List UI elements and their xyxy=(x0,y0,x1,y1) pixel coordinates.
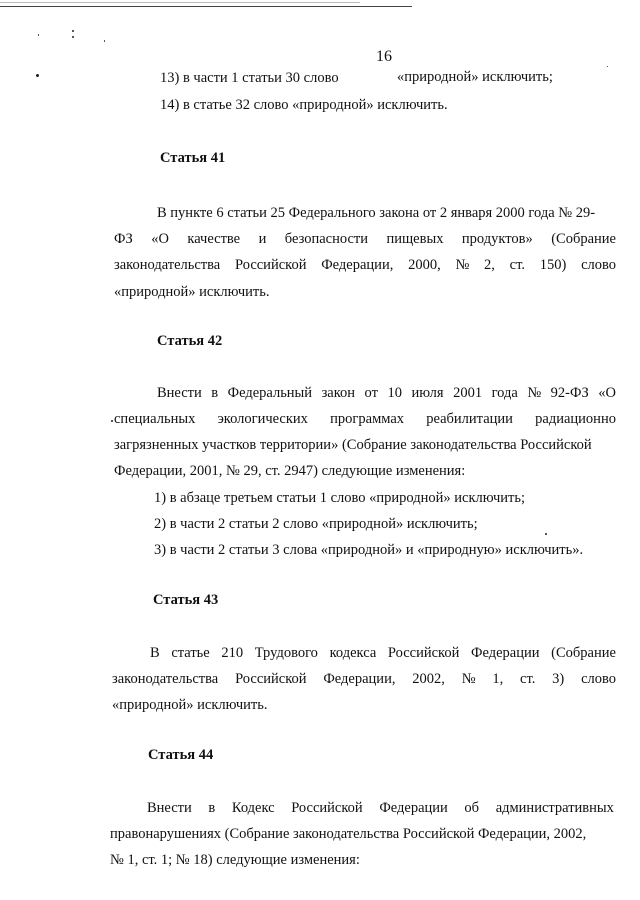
word: от xyxy=(364,385,378,401)
word: «О xyxy=(151,231,169,247)
word: Внести xyxy=(157,385,202,401)
word: 92-ФЗ xyxy=(550,385,589,401)
word: безопасности xyxy=(284,231,369,247)
article-42-line-1 xyxy=(157,384,616,402)
word: Российской xyxy=(291,800,363,816)
scan-speck xyxy=(104,40,105,42)
word: Российской xyxy=(235,257,307,273)
word: и xyxy=(258,231,267,247)
word: слово xyxy=(581,671,616,687)
word: 150) xyxy=(539,257,567,273)
article-41-line-1: В пункте 6 статьи 25 Федерального закона от 2 января 2000 года № 29- xyxy=(157,205,596,221)
scan-artifact-rule xyxy=(0,2,360,3)
list-item-13-end: «природной» исключить; xyxy=(397,69,553,85)
word: 2000, xyxy=(408,257,441,273)
word: 2, xyxy=(484,257,495,273)
word: Трудового xyxy=(254,645,318,661)
word: Федерации, xyxy=(321,257,394,273)
word: ст. xyxy=(509,257,525,273)
word: Внести xyxy=(147,800,192,816)
word: № xyxy=(461,671,476,687)
word: качестве xyxy=(187,231,241,247)
word: специальных xyxy=(114,411,196,427)
word: экологических xyxy=(217,411,308,427)
article-42-line-4: Федерации, 2001, № 29, ст. 2947) следующие изменения: xyxy=(114,463,466,479)
word: Федерации xyxy=(379,800,448,816)
word: Федеральный xyxy=(227,385,313,401)
word: В xyxy=(150,645,160,661)
word: года xyxy=(491,385,518,401)
word: пищевых xyxy=(386,231,444,247)
article-42-item-3: 3) в части 2 статьи 3 слова «природной» и «природную» исключить». xyxy=(154,542,584,558)
article-43-line-2 xyxy=(112,670,616,688)
word: кодекса xyxy=(329,645,377,661)
word: 2002, xyxy=(412,671,445,687)
page-number: 16 xyxy=(376,48,392,65)
word: Российской xyxy=(387,645,460,661)
word: (Собрание xyxy=(551,231,616,247)
word: 1, xyxy=(492,671,504,687)
word: ФЗ xyxy=(114,231,133,247)
article-42-item-2: 2) в части 2 статьи 2 слово «природной» исключить; xyxy=(154,516,478,532)
article-41-heading: Статья 41 xyxy=(160,150,226,166)
scan-artifact-rule xyxy=(0,6,412,7)
list-item-13: 13) в части 1 статьи 30 слово xyxy=(160,70,339,86)
word: 3) xyxy=(552,671,565,687)
word: радиационно xyxy=(535,411,616,427)
word: № xyxy=(527,385,542,401)
scan-speck xyxy=(545,533,547,535)
word: Федерации xyxy=(471,645,540,661)
word: (Собрание xyxy=(551,645,616,661)
article-44-line-1 xyxy=(147,799,614,817)
word: Федерации, xyxy=(323,671,396,687)
article-44-heading: Статья 44 xyxy=(148,747,214,763)
article-42-item-1: 1) в абзаце третьем статьи 1 слово «природной» исключить; xyxy=(154,490,526,506)
word: об xyxy=(464,800,480,816)
scan-speck xyxy=(72,30,74,32)
word: ст. xyxy=(520,671,536,687)
article-41-line-3 xyxy=(114,256,616,274)
scan-speck xyxy=(36,74,39,77)
article-43-heading: Статья 43 xyxy=(153,592,219,608)
article-41-line-2 xyxy=(114,230,616,248)
word: административных xyxy=(495,800,614,816)
word: № xyxy=(455,257,470,273)
article-42-heading: Статья 42 xyxy=(157,333,223,349)
word: июля xyxy=(411,385,444,401)
article-43-line-3: «природной» исключить. xyxy=(112,697,268,713)
word: программах xyxy=(330,411,405,427)
word: в xyxy=(211,385,219,401)
scan-speck xyxy=(38,34,39,36)
article-44-line-3: № 1, ст. 1; № 18) следующие изменения: xyxy=(110,852,360,868)
article-41-line-4: «природной» исключить. xyxy=(114,284,270,300)
word: 210 xyxy=(221,645,244,661)
article-42-line-3: загрязненных участков территории» (Собрание законодательства Российской xyxy=(114,437,592,453)
word: законодательства xyxy=(112,671,219,687)
word: законодательства xyxy=(114,257,221,273)
word: слово xyxy=(581,257,616,273)
list-item-14: 14) в статье 32 слово «природной» исключить. xyxy=(160,97,448,113)
word: в xyxy=(208,800,216,816)
scan-speck xyxy=(607,66,608,67)
article-43-line-1 xyxy=(150,644,616,662)
article-44-line-2: правонарушениях (Собрание законодательства Российской Федерации, 2002, xyxy=(110,826,587,842)
scan-speck xyxy=(72,36,74,38)
word: «О xyxy=(598,385,616,401)
word: продуктов» xyxy=(461,231,533,247)
word: закон xyxy=(321,385,356,401)
word: Кодекс xyxy=(231,800,275,816)
article-42-line-2 xyxy=(114,410,616,428)
word: статье xyxy=(171,645,210,661)
word: реабилитации xyxy=(426,411,513,427)
word: Российской xyxy=(235,671,307,687)
word: 10 xyxy=(387,385,402,401)
word: 2001 xyxy=(453,385,483,401)
scan-speck xyxy=(111,420,113,422)
